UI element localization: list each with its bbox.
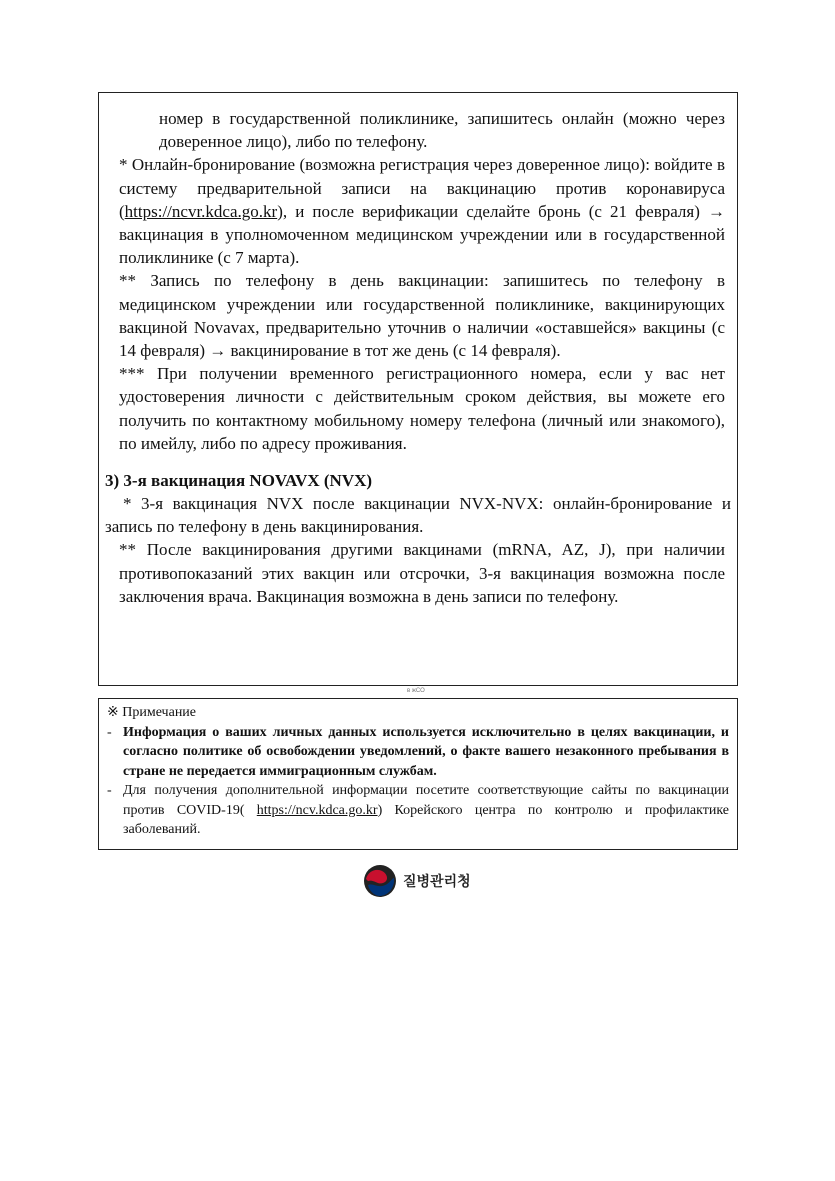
paragraph-online-booking bbox=[99, 153, 731, 269]
online-booking-text-start: * Онлайн-бронирование (возможна регистрация через доверенное лицо): войдите в систему предварительной записи на вакцинацию против коронавируса ( bbox=[119, 155, 725, 221]
scan-stamp: в жСО bbox=[407, 688, 425, 694]
note-privacy-text: Информация о ваших личных данных используется исключительно в целях вакцинации, и согласно политике об освобождении уведомлений, о факте вашего незаконного пребывания в стране не передается иммиграционным службам. bbox=[123, 724, 729, 779]
section-title: 3) 3-я вакцинация NOVAVX (NVX) bbox=[105, 471, 373, 491]
note-info-text-end: ) Корейского центра по контролю и профилактике заболеваний. bbox=[123, 802, 729, 837]
note-info-text bbox=[123, 781, 729, 840]
online-booking-text-end: ), и после верификации сделайте бронь (с 21 февраля) → вакцинация в уполномоченном медицинском учреждении или в государственной поликлинике (с 7 марта). bbox=[119, 201, 725, 268]
main-content bbox=[99, 93, 737, 608]
note-heading: ※ Примечание bbox=[107, 705, 197, 720]
note-item-privacy bbox=[107, 723, 729, 782]
note-info-text-start: Для получения дополнительной информации посетите соответствующие сайты по вакцинации против COVID-19( bbox=[123, 783, 729, 818]
note-item-info bbox=[107, 781, 729, 840]
ncv-link[interactable]: https://ncv.kdca.go.kr bbox=[256, 802, 378, 818]
paragraph-nvx-third: * 3-я вакцинация NVX после вакцинации NVX-NVX: онлайн-бронирование и запись по телефону в день вакцинирования. bbox=[105, 494, 731, 537]
ncvr-link[interactable]: https://ncvr.kdca.go.kr bbox=[124, 201, 278, 221]
paragraph-phone-booking: ** Запись по телефону в день вакцинации: запишитесь по телефону в медицинском учреждении или государственной поликлинике, вакцинирующих вакциной Novavax, предварительно уточнив о наличии «оставшейся» вакцины (с 14 февраля) → вакцинирование в тот же день (с 14 февраля). bbox=[119, 271, 725, 361]
main-content-box bbox=[98, 92, 738, 686]
note-box bbox=[98, 698, 738, 850]
note-dash-1: - bbox=[107, 724, 112, 740]
paragraph-other-vaccines: ** После вакцинирования другими вакцинами (mRNA, AZ, J), при наличии противопоказаний этих вакцин или отсрочки, 3-я вакцинация возможна после заключения врача. Вакцинация возможна в день записи по телефону. bbox=[119, 540, 725, 606]
kdca-emblem-icon bbox=[363, 864, 397, 898]
note-dash-2: - bbox=[107, 783, 112, 798]
paragraph-continuation: номер в государственной поликлинике, запишитесь онлайн (можно через доверенное лицо), либо по телефону. bbox=[159, 109, 725, 152]
kdca-logo-text: 질병관리청 bbox=[403, 874, 471, 890]
note-content bbox=[99, 699, 737, 840]
paragraph-temp-registration: *** При получении временного регистрационного номера, если у вас нет удостоверения личности с действительным сроком действия, вы можете его получить по контактному мобильному номеру телефона (личный или знакомого), по имейлу, либо по адресу проживания. bbox=[119, 364, 725, 453]
kdca-logo bbox=[363, 864, 471, 898]
